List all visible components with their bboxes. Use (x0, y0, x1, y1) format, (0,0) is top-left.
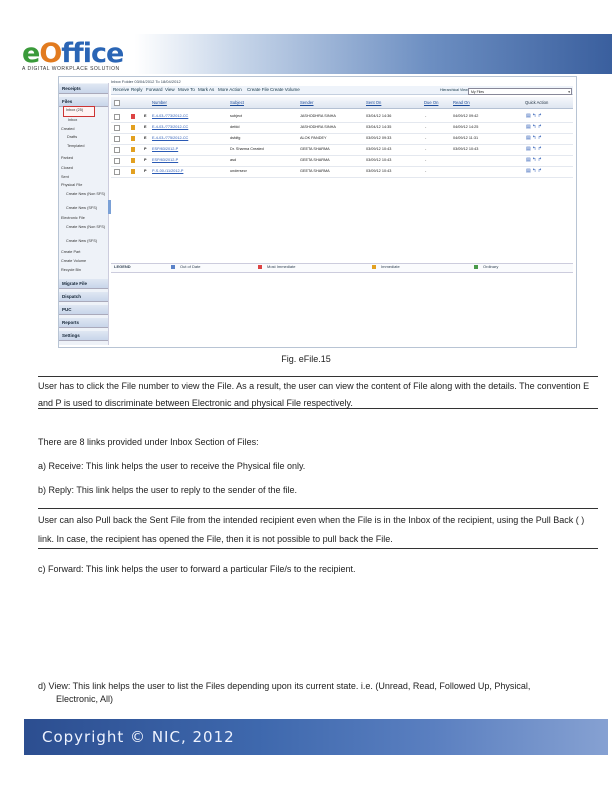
sidebar-item-create-part[interactable]: Create Part (61, 250, 81, 254)
file-due-on: - (425, 136, 427, 140)
reply-icon: ↰ (532, 146, 537, 152)
file-due-on: - (425, 147, 427, 151)
sidebar-item-closed[interactable]: Closed (61, 166, 73, 170)
sidebar-item-physical-file[interactable]: Physical File (61, 183, 83, 187)
sidebar-item-create-electronic-nonsfs[interactable]: Create New (Non SFS) (66, 225, 106, 229)
para-view-file: User has to click the File number to view the File. As a result, the user can view the content of File along with the details. The convention E and P is used to discriminate between Electronic and physical File respectively. (38, 381, 590, 408)
priority-marker (131, 169, 135, 174)
file-read-on: 03/09/12 10:43 (453, 147, 479, 151)
file-type: E (144, 125, 147, 129)
view-select[interactable]: My Files ▾ (468, 88, 572, 95)
figure-caption: Fig. eFile.15 (281, 354, 331, 364)
file-due-on: - (425, 114, 427, 118)
file-due-on: - (425, 125, 427, 129)
row-checkbox[interactable] (114, 114, 120, 120)
toolbar-view[interactable]: View (165, 87, 175, 92)
toolbar-create-file[interactable]: Create File (247, 87, 270, 92)
sidebar-item-electronic-file[interactable]: Electronic File (61, 216, 85, 220)
sidebar-item-templated[interactable]: Templated (67, 144, 85, 148)
file-subject: asd (230, 158, 237, 162)
row-checkbox[interactable] (114, 125, 120, 131)
quick-action-icons[interactable] (526, 168, 542, 174)
eoffice-logo: eOffice (22, 38, 124, 69)
item-receive: a) Receive: This link helps the user to receive the Physical file only. (38, 461, 306, 471)
sidebar-item-create-physical-sfs[interactable]: Create New (SFS) (66, 206, 98, 210)
toolbar-more-action[interactable]: More Action (218, 87, 242, 92)
document-icon: ▤ (526, 124, 531, 130)
sidebar-item-sent[interactable]: Sent (61, 175, 69, 179)
file-due-on: - (425, 169, 427, 173)
rule-bottom-2 (38, 548, 598, 549)
para-links-intro: There are 8 links provided under Inbox Section of Files: (38, 437, 259, 447)
file-subject: Dr. Sharma Created (230, 147, 264, 151)
file-sent-on: 03/09/12 09:33 (366, 136, 392, 140)
sidebar-item-create-physical-nonsfs[interactable]: Create New (Non SFS) (66, 192, 106, 196)
quick-action-icons[interactable] (526, 157, 542, 163)
sidebar-item-create-volume[interactable]: Create Volume (61, 259, 87, 263)
col-quick-action: Quick Action (525, 100, 549, 105)
forward-icon: ↱ (537, 146, 542, 152)
quick-action-icons[interactable] (526, 146, 542, 152)
item-forward: c) Forward: This link helps the user to forward a particular File/s to the recipient. (38, 564, 356, 574)
col-due-on[interactable]: Due On (424, 100, 439, 105)
toolbar-move-to[interactable]: Move To (178, 87, 195, 92)
row-checkbox[interactable] (114, 169, 120, 175)
toolbar-forward[interactable]: Forward (146, 87, 163, 92)
breadcrumb: Inbox Folder 03/04/2012 To 18/04/2012 (111, 79, 181, 84)
sidebar-item-inbox[interactable]: Inbox (68, 118, 78, 122)
col-read-on[interactable]: Read On (453, 100, 470, 105)
sidebar-item-recycle-bin[interactable]: Recycle Bin (61, 268, 82, 272)
file-number-link[interactable]: ESP/83/2012-P (152, 147, 179, 151)
priority-marker (131, 158, 135, 163)
file-sender: ALOK PANDEY (300, 136, 327, 140)
rule-top-1 (38, 376, 598, 377)
chevron-down-icon: ▾ (568, 90, 570, 94)
file-number-link[interactable]: E-4-03-/773/2012-CC (152, 114, 189, 118)
forward-icon: ↱ (537, 124, 542, 130)
toolbar-reply[interactable]: Reply (131, 87, 143, 92)
legend-out-of-date: Out of Date (180, 264, 201, 269)
sidebar-item-created[interactable]: Created (61, 127, 75, 131)
file-sender: GEETA SHARMA (300, 147, 330, 151)
document-icon: ▤ (526, 168, 531, 174)
reply-icon: ↰ (532, 168, 537, 174)
file-type: E (144, 114, 147, 118)
quick-action-icons[interactable] (526, 113, 542, 119)
item-reply: b) Reply: This link helps the user to reply to the sender of the file. (38, 485, 297, 495)
file-sent-on: 03/09/12 10:43 (366, 158, 392, 162)
file-subject: subject (230, 114, 243, 118)
rule-top-2 (38, 508, 598, 509)
file-sender: JASHODHRA SINHA (300, 114, 336, 118)
priority-marker (131, 136, 135, 141)
col-number[interactable]: Number (152, 100, 167, 105)
para-pull-back: User can also Pull back the Sent File from the intended recipient even when the File is in the Inbox of the recipient, using the Pull Back ( ) link. In case, the recipient has opened the File, then it is not possible to pull back the File. (38, 515, 585, 544)
reply-icon: ↰ (532, 135, 537, 141)
legend-title: LEGEND (114, 264, 131, 269)
reply-icon: ↰ (532, 157, 537, 163)
file-sender: GEETA SHARMA (300, 158, 330, 162)
forward-icon: ↱ (537, 135, 542, 141)
rule-bottom-1 (38, 408, 598, 409)
file-subject: dsfdfg (230, 136, 241, 140)
item-view: d) View: This link helps the user to list the Files depending upon its current state. i.e. (Unread, Read, Followed Up, Physical, (38, 681, 531, 691)
file-type: E (144, 136, 147, 140)
document-icon: ▤ (526, 135, 531, 141)
sidebar-item-create-electronic-sfs[interactable]: Create New (SFS) (66, 239, 98, 243)
forward-icon: ↱ (537, 168, 542, 174)
col-sent-on[interactable]: Sent On (366, 100, 382, 105)
file-due-on: - (425, 158, 427, 162)
file-sender: JASHODHRA SINHA (300, 125, 336, 129)
forward-icon: ↱ (537, 113, 542, 119)
file-number-link[interactable]: E-4-03-/775/2012-CC (152, 136, 189, 140)
item-view-cont: Electronic, All) (56, 694, 114, 704)
toolbar-create-volume[interactable]: Create Volume (270, 87, 300, 92)
view-label: Hierarchical View (440, 88, 468, 92)
quick-action-icons[interactable] (526, 135, 542, 141)
file-sent-on: 03/09/12 10:43 (366, 147, 392, 151)
reply-icon: ↰ (532, 113, 537, 119)
copyright: Copyright © NIC, 2012 (42, 728, 235, 746)
file-type: P (144, 169, 147, 173)
select-all-checkbox[interactable] (114, 100, 120, 106)
file-subject: defdd (230, 125, 240, 129)
sidebar-header-settings[interactable]: Settings (59, 331, 108, 341)
sidebar-splitter[interactable] (108, 200, 111, 214)
file-sent-on: 03/04/12 14:35 (366, 125, 392, 129)
logo-tagline: A DIGITAL WORKPLACE SOLUTION (22, 66, 120, 72)
priority-marker (131, 125, 135, 130)
sidebar-header-puc[interactable]: PUC (59, 305, 108, 315)
row-checkbox[interactable] (114, 136, 120, 142)
legend-ordinary: Ordinary (483, 264, 499, 269)
sidebar-header-reports[interactable]: Reports (59, 318, 108, 328)
file-subject: undersecr (230, 169, 247, 173)
file-sent-on: 03/04/12 14:36 (366, 114, 392, 118)
quick-action-icons[interactable] (526, 124, 542, 130)
row-checkbox[interactable] (114, 147, 120, 153)
legend-most-immediate: Most Immediate (267, 264, 296, 269)
sidebar-item-drafts[interactable]: Drafts (67, 135, 78, 139)
col-sender[interactable]: Sender (300, 100, 314, 105)
table-header (111, 97, 573, 109)
reply-icon: ↰ (532, 124, 537, 130)
toolbar-mark-as[interactable]: Mark As (198, 87, 215, 92)
legend-swatch-most-immediate (258, 265, 262, 269)
legend-swatch-ordinary (474, 265, 478, 269)
legend-immediate: Immediate (381, 264, 400, 269)
file-read-on: 04/09/12 09:42 (453, 114, 479, 118)
legend-swatch-immediate (372, 265, 376, 269)
document-icon: ▤ (526, 157, 531, 163)
row-checkbox[interactable] (114, 158, 120, 164)
priority-marker (131, 114, 135, 119)
file-number-link[interactable]: P-S-00-/11/2012-P (152, 169, 184, 173)
document-icon: ▤ (526, 113, 531, 119)
priority-marker (131, 147, 135, 152)
sidebar-header-receipts[interactable]: Receipts (59, 84, 108, 94)
file-sent-on: 03/09/12 10:43 (366, 169, 392, 173)
file-type: P (144, 158, 147, 162)
file-number-link[interactable]: E-4-03-/773/2012-CC (152, 125, 189, 129)
legend-swatch-out-of-date (171, 265, 175, 269)
file-type: P (144, 147, 147, 151)
file-read-on: 04/09/12 11:31 (453, 136, 479, 140)
sidebar-header-migrate-file[interactable]: Migrate File (59, 279, 108, 289)
sidebar-item-parked[interactable]: Parked (61, 156, 74, 160)
sidebar-header-files[interactable]: Files (59, 97, 108, 107)
forward-icon: ↱ (537, 157, 542, 163)
col-subject[interactable]: Subject (230, 100, 244, 105)
file-read-on: 04/09/12 14:25 (453, 125, 479, 129)
document-icon: ▤ (526, 146, 531, 152)
file-number-link[interactable]: ESP/83/2012-P (152, 158, 179, 162)
toolbar-receive[interactable]: Receive (113, 87, 130, 92)
sidebar-header-dispatch[interactable]: Dispatch (59, 292, 108, 302)
file-sender: GEETA SHARMA (300, 169, 330, 173)
sidebar-item-inbox-count[interactable]: Inbox (25) (66, 108, 84, 112)
